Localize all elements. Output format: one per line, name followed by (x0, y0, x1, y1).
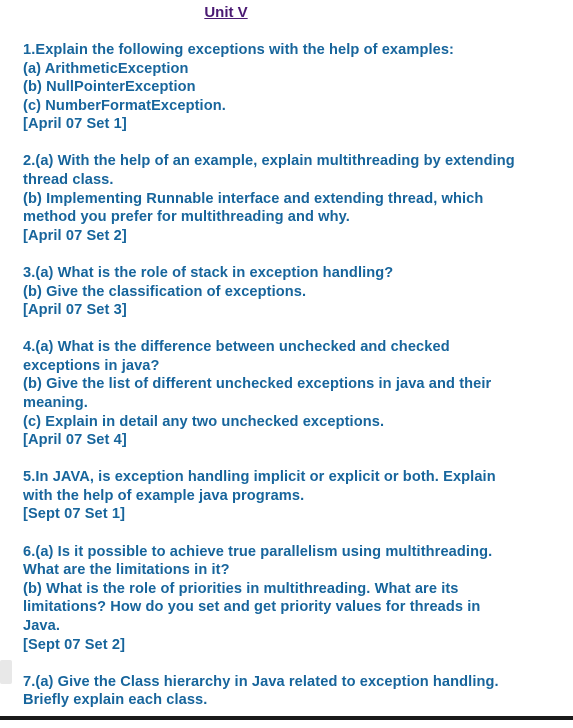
question-list (23, 41, 568, 728)
question-reference: [April 07 Set 1] (23, 116, 127, 133)
question-text: (b) NullPointerException (23, 79, 196, 96)
question-text: Java. (23, 617, 61, 634)
question-text: What are the limitations in it? (23, 562, 230, 579)
question-text: 3.(a) What is the role of stack in exception handling? (23, 264, 394, 281)
question-text: thread class. (23, 172, 114, 189)
question-1 (23, 41, 568, 134)
question-2 (23, 152, 568, 245)
question-text: 4.(a) What is the difference between unchecked and checked (23, 339, 450, 356)
question-4 (23, 338, 568, 450)
question-text: (c) Explain in detail any two unchecked exceptions. (23, 413, 385, 430)
question-text: exceptions in java? (23, 357, 160, 374)
question-text: with the help of example java programs. (23, 487, 305, 504)
question-text: 1.Explain the following exceptions with the help of examples: (23, 42, 455, 58)
question-text: 2.(a) With the help of an example, explain multithreading by extending (23, 153, 515, 170)
page-edge-marker (0, 660, 12, 684)
question-text: limitations? How do you set and get priority values for threads in (23, 599, 481, 616)
question-6 (23, 543, 568, 655)
question-text: (a) ArithmeticException (23, 60, 189, 77)
question-reference: [April 07 Set 2] (23, 227, 127, 244)
question-text: 7.(a) Give the Class hierarchy in Java related to exception handling. (23, 673, 499, 690)
question-reference: [Sept 07 Set 1] (23, 506, 126, 523)
question-5 (23, 468, 568, 524)
page-title: Unit V (204, 4, 248, 21)
question-reference: [April 07 Set 3] (23, 302, 127, 319)
question-7 (23, 673, 568, 710)
question-text: 6.(a) Is it possible to achieve true parallelism using multithreading. (23, 543, 493, 560)
question-text: (c) NumberFormatException. (23, 97, 226, 114)
question-reference: [Sept 07 Set 2] (23, 636, 126, 653)
bottom-edge-bar (0, 716, 573, 720)
question-text: (b) Implementing Runnable interface and extending thread, which (23, 190, 484, 207)
question-text: (b) Give the list of different unchecked exceptions in java and their (23, 376, 492, 393)
question-text: Briefly explain each class. (23, 692, 208, 709)
question-3 (23, 264, 568, 320)
question-text: 5.In JAVA, is exception handling implicit or explicit or both. Explain (23, 469, 496, 486)
question-text: (b) What is the role of priorities in multithreading. What are its (23, 580, 459, 597)
question-text: meaning. (23, 395, 88, 411)
question-text: method you prefer for multithreading and why. (23, 209, 350, 226)
question-text: (b) Give the classification of exceptions. (23, 283, 307, 300)
question-reference: [April 07 Set 4] (23, 432, 127, 449)
